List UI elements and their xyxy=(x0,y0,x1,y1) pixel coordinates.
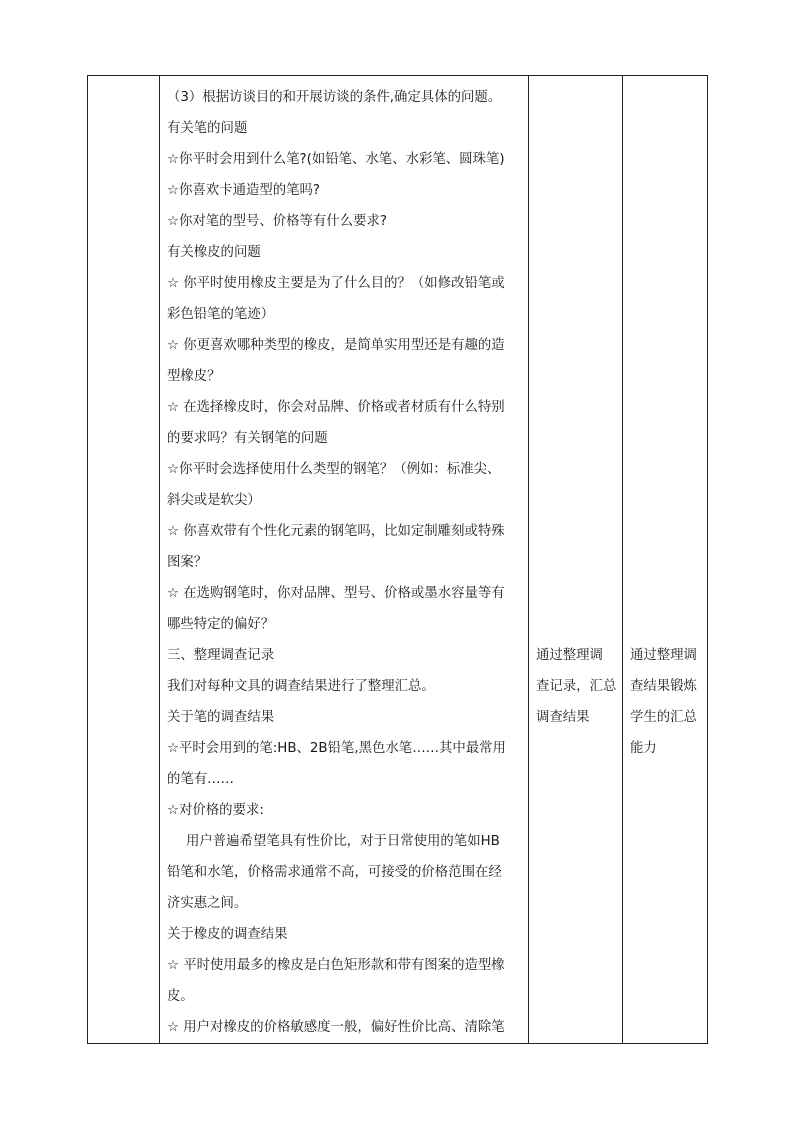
section-heading: 三、整理调查记录 xyxy=(167,648,275,663)
content-line-14: 斜尖或是软尖） xyxy=(167,493,261,508)
content-line-15: ☆ 你喜欢带有个性化元素的钢笔吗，比如定制雕刻或特殊 xyxy=(167,524,505,539)
content-line-5: ☆你对笔的型号、价格等有什么要求? xyxy=(167,214,387,229)
student-activity-line-2: 查记录，汇总 xyxy=(536,679,617,694)
content-line-31: ☆ 用户对橡皮的价格敏感度一般，偏好性价比高、清除笔 xyxy=(167,1020,505,1035)
content-line-3: ☆你平时会用到什么笔?(如铅笔、水笔、水彩笔、圆珠笔) xyxy=(167,152,505,167)
teaching-content-cell xyxy=(160,76,529,1044)
table-row xyxy=(88,76,708,1044)
content-line-16: 图案？ xyxy=(167,555,208,570)
content-line-23: 的笔有…… xyxy=(167,772,234,787)
content-line-11: ☆ 在选择橡皮时，你会对品牌、价格或者材质有什么特别 xyxy=(167,400,505,415)
lesson-plan-table xyxy=(87,75,708,1044)
design-intent-line-2: 查结果锻炼 xyxy=(630,679,697,694)
content-line-8: 彩色铅笔的笔迹） xyxy=(167,307,275,322)
content-line-10: 型橡皮？ xyxy=(167,369,221,384)
content-line-17: ☆ 在选购钢笔时，你对品牌、型号、价格或墨水容量等有 xyxy=(167,586,505,601)
content-line-29: ☆ 平时使用最多的橡皮是白色矩形款和带有图案的造型橡 xyxy=(167,958,505,973)
design-intent-cell xyxy=(623,76,708,1044)
design-intent-line-1: 通过整理调 xyxy=(630,648,697,663)
content-line-4: ☆你喜欢卡通造型的笔吗? xyxy=(167,183,321,198)
design-intent-text xyxy=(630,640,701,764)
content-line-6: 有关橡皮的问题 xyxy=(167,245,261,260)
content-line-24: ☆对价格的要求: xyxy=(167,803,264,818)
content-line-25: 用户普遍希望笔具有性价比，对于日常使用的笔如HB xyxy=(186,834,500,849)
content-line-13: ☆你平时会选择使用什么类型的钢笔？（例如：标准尖、 xyxy=(167,462,501,477)
student-activity-text xyxy=(536,640,616,733)
student-activity-cell xyxy=(529,76,623,1044)
content-line-26: 铅笔和水笔，价格需求通常不高，可接受的价格范围在经 xyxy=(167,865,502,880)
stage-cell xyxy=(88,76,160,1044)
content-line-7: ☆ 你平时使用橡皮主要是为了什么目的？（如修改铅笔或 xyxy=(167,276,505,291)
content-line-20: 我们对每种文具的调查结果进行了整理汇总。 xyxy=(167,679,435,694)
design-intent-line-3: 学生的汇总 xyxy=(630,710,697,725)
content-line-2: 有关笔的问题 xyxy=(167,121,248,136)
content-line-30: 皮。 xyxy=(167,989,194,1004)
content-line-1: （3）根据访谈目的和开展访谈的条件,确定具体的问题。 xyxy=(167,90,502,105)
student-activity-line-3: 调查结果 xyxy=(536,710,590,725)
design-intent-line-4: 能力 xyxy=(630,741,657,756)
content-line-28: 关于橡皮的调查结果 xyxy=(167,927,288,942)
content-line-9: ☆ 你更喜欢哪种类型的橡皮，是简单实用型还是有趣的造 xyxy=(167,338,505,353)
content-line-27: 济实惠之间。 xyxy=(167,896,248,911)
content-line-22: ☆平时会用到的笔:HB、2B铅笔,黑色水笔……其中最常用 xyxy=(167,741,506,756)
content-line-21: 关于笔的调查结果 xyxy=(167,710,275,725)
student-activity-line-1: 通过整理调 xyxy=(536,648,603,663)
content-line-18: 哪些特定的偏好？ xyxy=(167,617,275,632)
content-line-12: 的要求吗？有关钢笔的问题 xyxy=(167,431,328,446)
